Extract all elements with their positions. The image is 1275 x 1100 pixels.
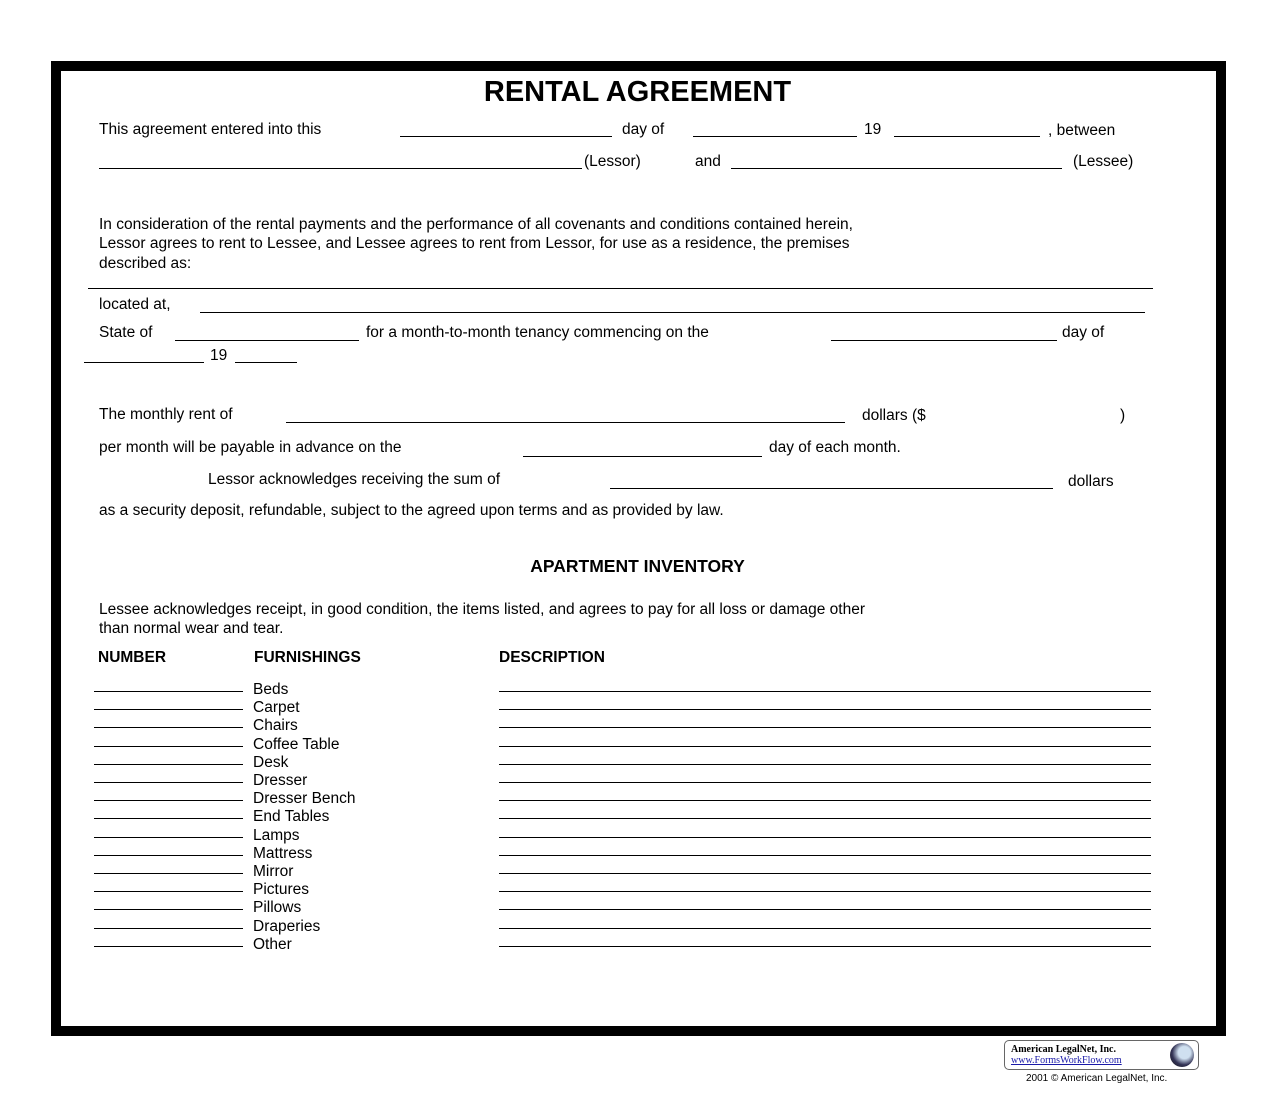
document-title: RENTAL AGREEMENT <box>483 76 792 108</box>
item-label: Chairs <box>253 717 298 735</box>
item-number-field[interactable] <box>94 727 243 728</box>
text: dollars <box>1068 473 1114 490</box>
item-label: End Tables <box>253 808 330 826</box>
date-day-field[interactable] <box>400 136 612 137</box>
lessee-field[interactable] <box>731 168 1062 169</box>
text: (Lessee) <box>1073 153 1134 170</box>
item-label: Other <box>253 935 292 953</box>
item-description-field[interactable] <box>499 818 1151 819</box>
globe-icon <box>1170 1043 1194 1067</box>
item-description-field[interactable] <box>499 691 1151 692</box>
text: ) <box>1120 407 1126 424</box>
item-description-field[interactable] <box>499 855 1151 856</box>
item-description-field[interactable] <box>499 800 1151 801</box>
location-field[interactable] <box>200 312 1145 313</box>
item-description-field[interactable] <box>499 764 1151 765</box>
commence-month-field[interactable] <box>84 362 204 363</box>
text: (Lessor) <box>584 153 641 170</box>
premises-description-field[interactable] <box>88 288 1153 289</box>
rent-due-day-field[interactable] <box>523 456 762 457</box>
text: and <box>695 153 721 170</box>
item-description-field[interactable] <box>499 746 1151 747</box>
text: dollars ($ <box>862 407 926 424</box>
company-name: American LegalNet, Inc. <box>1011 1044 1116 1055</box>
column-header-number: NUMBER <box>98 649 167 666</box>
date-year-field[interactable] <box>894 136 1040 137</box>
item-label: Desk <box>253 753 289 771</box>
text: day of <box>1062 324 1105 341</box>
publisher-logo <box>1004 1040 1199 1070</box>
paragraph-line: described as: <box>99 255 192 272</box>
inventory-heading: APARTMENT INVENTORY <box>530 556 745 576</box>
company-link[interactable]: www.FormsWorkFlow.com <box>1011 1055 1122 1066</box>
item-description-field[interactable] <box>499 782 1151 783</box>
item-label: Carpet <box>253 699 300 717</box>
text: day of each month. <box>769 439 901 456</box>
item-description-field[interactable] <box>499 946 1151 947</box>
date-month-field[interactable] <box>693 136 857 137</box>
commence-year-field[interactable] <box>235 362 297 363</box>
text: located at, <box>99 296 171 313</box>
item-number-field[interactable] <box>94 837 243 838</box>
paragraph-line: In consideration of the rental payments and the performance of all covenants and conditions contained herein, <box>99 216 853 233</box>
item-label: Mirror <box>253 863 294 880</box>
item-description-field[interactable] <box>499 928 1151 929</box>
item-description-field[interactable] <box>499 891 1151 892</box>
item-number-field[interactable] <box>94 855 243 856</box>
item-label: Coffee Table <box>253 735 340 753</box>
item-number-field[interactable] <box>94 928 243 929</box>
text: for a month-to-month tenancy commencing on the <box>366 324 709 341</box>
item-number-field[interactable] <box>94 818 243 819</box>
item-label: Lamps <box>253 826 300 844</box>
paragraph-line: Lessor agrees to rent to Lessee, and Lessee agrees to rent from Lessor, for use as a residence, the premises <box>99 235 850 252</box>
deposit-amount-field[interactable] <box>610 488 1053 489</box>
item-description-field[interactable] <box>499 727 1151 728</box>
item-number-field[interactable] <box>94 782 243 783</box>
item-number-field[interactable] <box>94 873 243 874</box>
item-number-field[interactable] <box>94 691 243 692</box>
item-label: Pillows <box>253 899 302 917</box>
item-number-field[interactable] <box>94 709 243 710</box>
text: Lessor acknowledges receiving the sum of <box>208 471 501 488</box>
text: 19 <box>864 121 882 138</box>
paragraph-line: than normal wear and tear. <box>99 620 284 637</box>
text: as a security deposit, refundable, subject to the agreed upon terms and as provided by law. <box>99 502 724 519</box>
item-label: Dresser Bench <box>253 790 356 808</box>
state-field[interactable] <box>175 340 359 341</box>
paragraph-line: Lessee acknowledges receipt, in good condition, the items listed, and agrees to pay for all loss or damage other <box>99 601 865 618</box>
item-number-field[interactable] <box>94 909 243 910</box>
item-label: Beds <box>253 681 289 698</box>
document-frame <box>51 61 1226 1036</box>
commence-day-field[interactable] <box>831 340 1057 341</box>
item-label: Mattress <box>253 844 313 862</box>
lessor-field[interactable] <box>99 168 582 169</box>
monthly-rent-words-field[interactable] <box>286 422 845 423</box>
column-header-furnishings: FURNISHINGS <box>254 649 361 666</box>
item-label: Pictures <box>253 881 309 899</box>
text: per month will be payable in advance on the <box>99 439 402 456</box>
item-label: Draperies <box>253 917 321 935</box>
text: , between <box>1048 122 1116 139</box>
item-number-field[interactable] <box>94 891 243 892</box>
text: This agreement entered into this <box>99 121 322 138</box>
copyright: 2001 © American LegalNet, Inc. <box>1026 1073 1168 1084</box>
text: day of <box>622 121 665 138</box>
item-number-field[interactable] <box>94 764 243 765</box>
item-number-field[interactable] <box>94 800 243 801</box>
text: The monthly rent of <box>99 406 233 423</box>
text: 19 <box>210 347 228 364</box>
item-description-field[interactable] <box>499 709 1151 710</box>
column-header-description: DESCRIPTION <box>499 649 605 666</box>
item-description-field[interactable] <box>499 909 1151 910</box>
item-number-field[interactable] <box>94 746 243 747</box>
item-description-field[interactable] <box>499 837 1151 838</box>
item-description-field[interactable] <box>499 873 1151 874</box>
item-label: Dresser <box>253 772 308 789</box>
text: State of <box>99 324 153 341</box>
item-number-field[interactable] <box>94 946 243 947</box>
